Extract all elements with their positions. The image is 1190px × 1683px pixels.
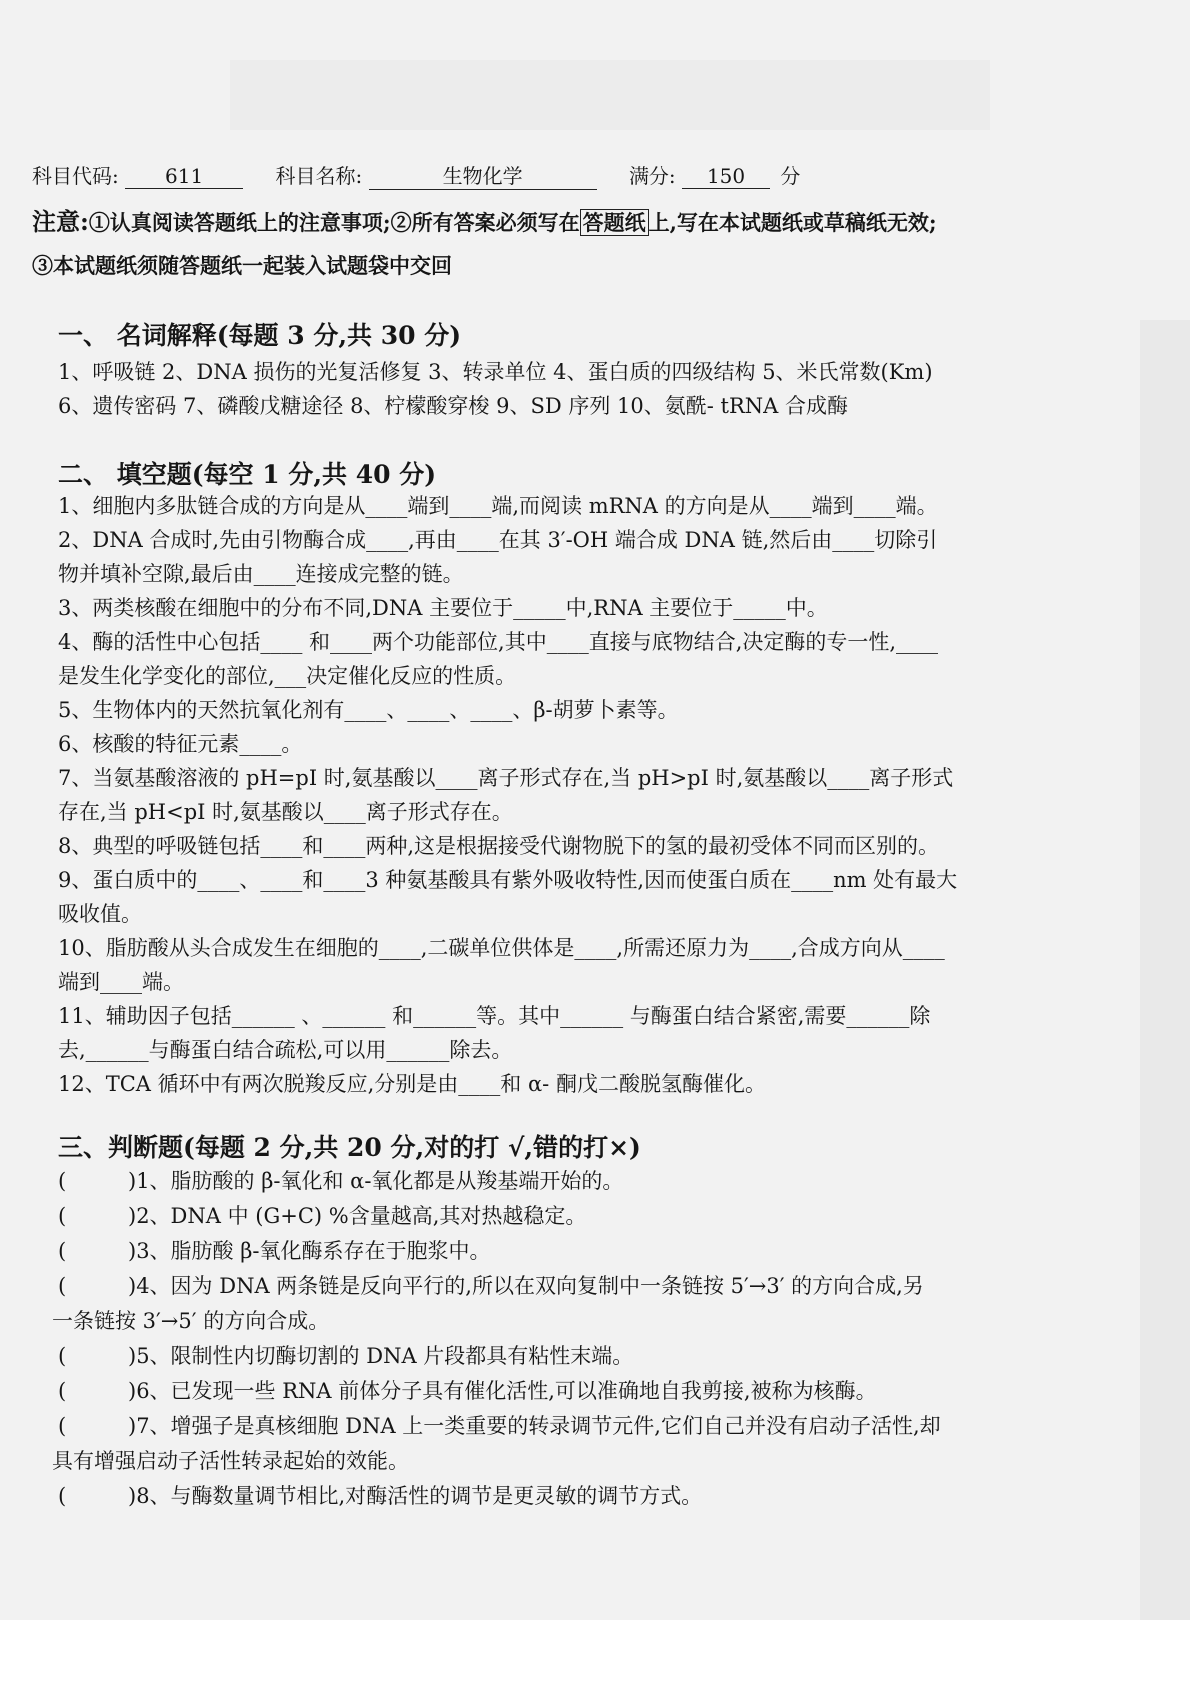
fill-blank-line: 9、蛋白质中的____、____和____3 种氨基酸具有紫外吸收特性,因而使蛋白质在____nm 处有最大 <box>58 868 958 892</box>
true-false-item <box>58 1410 941 1440</box>
section-1-line: 1、呼吸链 2、DNA 损伤的光复活修复 3、转录单位 4、蛋白质的四级结构 5、米氏常数(Km) <box>58 360 933 384</box>
section-2-title: 二、 填空题(每空 1 分,共 40 分) <box>58 460 437 489</box>
fill-blank-line: 存在,当 pH<pI 时,氨基酸以____离子形式存在。 <box>58 800 513 824</box>
fill-blank-line: 吸收值。 <box>58 902 142 926</box>
item-text: )1、脂肪酸的 β-氧化和 α-氧化都是从羧基端开始的。 <box>128 1169 624 1193</box>
fill-blank-line: 4、酶的活性中心包括____ 和____两个功能部位,其中____直接与底物结合,决定酶的专一性,____ <box>58 630 939 654</box>
fill-blank-line: 3、两类核酸在细胞中的分布不同,DNA 主要位于_____中,RNA 主要位于_____中。 <box>58 596 828 620</box>
true-false-item <box>58 1375 877 1405</box>
subject-code-label: 科目代码: <box>32 164 119 188</box>
item-text: )5、限制性内切酶切割的 DNA 片段都具有粘性末端。 <box>128 1344 634 1368</box>
fill-blank-line: 8、典型的呼吸链包括____和____两种,这是根据接受代谢物脱下的氢的最初受体不同而区别的。 <box>58 834 940 858</box>
true-false-item <box>58 1340 633 1370</box>
fill-blank-line: 12、TCA 循环中有两次脱羧反应,分别是由____和 α- 酮戊二酸脱氢酶催化。 <box>58 1072 766 1096</box>
fill-blank-line: 11、辅助因子包括______ 、______ 和______等。其中______ 与酶蛋白结合紧密,需要______除 <box>58 1004 931 1028</box>
fill-blank-line: 6、核酸的特征元素____。 <box>58 732 303 756</box>
full-score: 150 <box>682 164 770 189</box>
fill-blank-line: 7、当氨基酸溶液的 pH=pI 时,氨基酸以____离子形式存在,当 pH>pI 时,氨基酸以____离子形式 <box>58 766 954 790</box>
notice-text-1b: 上,写在本试题纸或草稿纸无效; <box>648 210 937 235</box>
subject-name-label: 科目名称: <box>275 164 363 188</box>
answer-paren: ( <box>58 1274 67 1298</box>
section-1-title: 一、 名词解释(每题 3 分,共 30 分) <box>58 321 462 350</box>
true-false-item <box>58 1235 490 1265</box>
item-text: )2、DNA 中 (G+C) %含量越高,其对热越稳定。 <box>128 1204 587 1228</box>
answer-paren: ( <box>58 1379 67 1403</box>
section-1-line: 6、遗传密码 7、磷酸戊糖途径 8、柠檬酸穿梭 9、SD 序列 10、氨酰- tRNA 合成酶 <box>58 394 848 418</box>
answer-paren: ( <box>58 1414 67 1438</box>
item-text: 具有增强启动子活性转录起始的效能。 <box>52 1449 409 1473</box>
notice-prefix: 注意: <box>32 207 89 236</box>
fill-blank-line: 10、脂肪酸从头合成发生在细胞的____,二碳单位供体是____,所需还原力为____,合成方向从____ <box>58 936 945 960</box>
item-text: )3、脂肪酸 β-氧化酶系存在于胞浆中。 <box>128 1239 491 1263</box>
full-score-label: 满分: <box>628 164 676 188</box>
fill-blank-line: 物并填补空隙,最后由____连接成完整的链。 <box>58 562 464 586</box>
true-false-item <box>58 1165 623 1195</box>
answer-paren: ( <box>58 1344 67 1368</box>
fill-blank-line: 去,______与酶蛋白结合疏松,可以用______除去。 <box>58 1038 513 1062</box>
header-strip <box>230 60 990 130</box>
answer-paren: ( <box>58 1239 67 1263</box>
scan-edge-band <box>1140 320 1190 1620</box>
subject-code: 611 <box>125 164 243 189</box>
fill-blank-line: 2、DNA 合成时,先由引物酶合成____,再由____在其 3′-OH 端合成 DNA 链,然后由____切除引 <box>58 528 938 552</box>
notice-line-1 <box>32 202 937 237</box>
notice-text-1a: ①认真阅读答题纸上的注意事项;②所有答案必须写在 <box>88 210 580 235</box>
true-false-item <box>58 1200 586 1230</box>
fill-blank-line: 5、生物体内的天然抗氧化剂有____、____、____、β-胡萝卜素等。 <box>58 698 679 722</box>
answer-paren: ( <box>58 1169 67 1193</box>
section-3-title: 三、判断题(每题 2 分,共 20 分,对的打 √,错的打×) <box>58 1133 641 1162</box>
true-false-item <box>58 1270 924 1300</box>
item-text: )6、已发现一些 RNA 前体分子具有催化活性,可以准确地自我剪接,被称为核酶。 <box>128 1379 877 1403</box>
answer-paren: ( <box>58 1204 67 1228</box>
item-text: )7、增强子是真核细胞 DNA 上一类重要的转录调节元件,它们自己并没有启动子活性,却 <box>128 1414 941 1438</box>
item-text: )4、因为 DNA 两条链是反向平行的,所以在双向复制中一条链按 5′→3′ 的方向合成,另 <box>128 1274 924 1298</box>
item-text: )8、与酶数量调节相比,对酶活性的调节是更灵敏的调节方式。 <box>128 1484 703 1508</box>
fill-blank-line: 1、细胞内多肽链合成的方向是从____端到____端,而阅读 mRNA 的方向是从____端到____端。 <box>58 494 938 518</box>
fill-blank-line: 端到____端。 <box>58 970 184 994</box>
answer-paren: ( <box>58 1484 67 1508</box>
score-unit: 分 <box>780 164 801 188</box>
exam-meta <box>32 160 800 190</box>
fill-blank-line: 是发生化学变化的部位,___决定催化反应的性质。 <box>58 664 517 688</box>
true-false-item <box>58 1480 702 1510</box>
true-false-item-continuation <box>52 1305 329 1335</box>
notice-line-2: ③本试题纸须随答题纸一起装入试题袋中交回 <box>32 253 452 278</box>
answer-sheet-box: 答题纸 <box>580 209 649 236</box>
item-text: 一条链按 3′→5′ 的方向合成。 <box>52 1309 330 1333</box>
true-false-item-continuation <box>52 1445 409 1475</box>
subject-name: 生物化学 <box>369 160 597 190</box>
